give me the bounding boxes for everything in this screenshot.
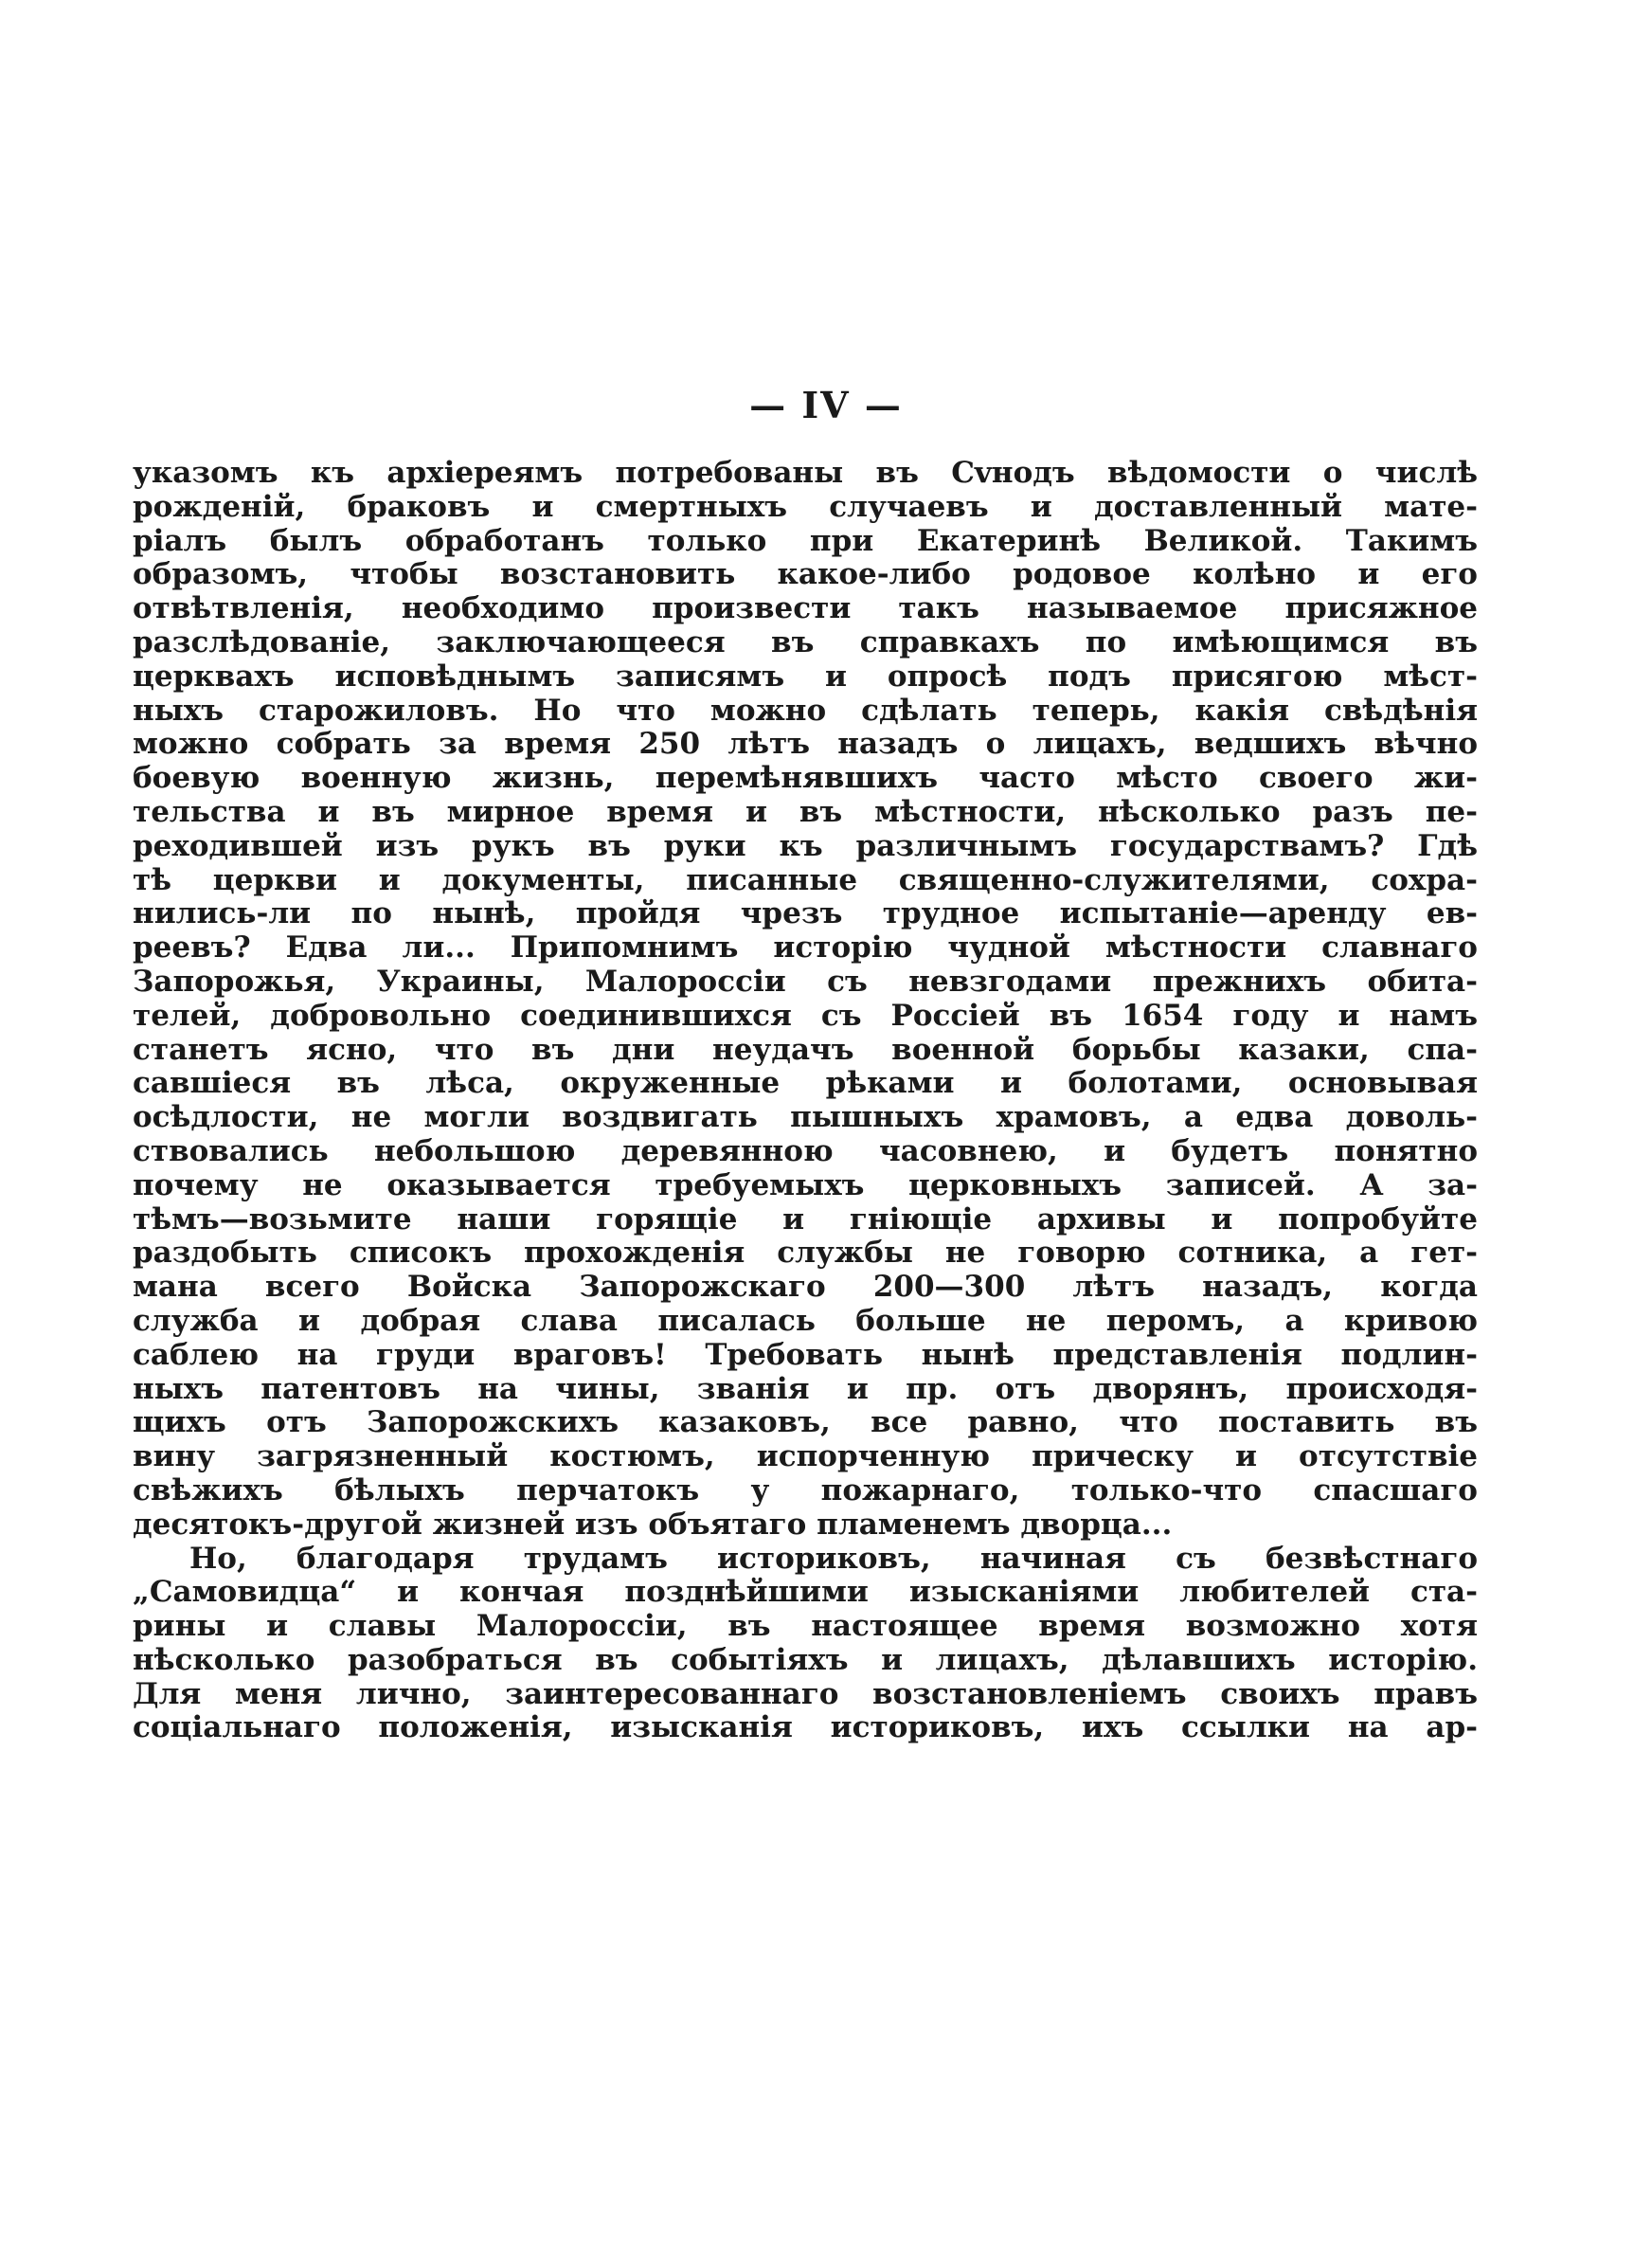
text-line: отвѣтвленія, необходимо произвести такъ называемое присяжное xyxy=(133,591,1478,626)
text-line: тѣ церкви и документы, писанные священно-служителями, сохра- xyxy=(133,862,1478,897)
text-line: реходившей изъ рукъ въ руки къ различнымъ государствамъ? Гдѣ xyxy=(133,828,1478,863)
text-line: ныхъ старожиловъ. Но что можно сдѣлать теперь, какія свѣдѣнія xyxy=(133,693,1478,728)
text-line: свѣжихъ бѣлыхъ перчатокъ у пожарнаго, только-что спасшаго xyxy=(133,1472,1478,1508)
text-line: церквахъ исповѣднымъ записямъ и опросѣ подъ присягою мѣст- xyxy=(133,659,1478,694)
body-text xyxy=(133,457,1478,1745)
paragraph xyxy=(133,1543,1478,1746)
text-line: мана всего Войска Запорожскаго 200—300 лѣтъ назадъ, когда xyxy=(133,1270,1478,1305)
text-line: нѣсколько разобраться въ событіяхъ и лицахъ, дѣлавшихъ исторію. xyxy=(133,1642,1478,1677)
text-line: разслѣдованіе, заключающееся въ справкахъ по имѣющимся въ xyxy=(133,624,1478,659)
text-line: можно собрать за время 250 лѣтъ назадъ о лицахъ, ведшихъ вѣчно xyxy=(133,727,1478,762)
text-line: Но, благодаря трудамъ историковъ, начиная съ безвѣстнаго xyxy=(189,1541,1478,1576)
text-line: реевъ? Едва ли... Припомнимъ исторію чудной мѣстности славнаго xyxy=(133,930,1478,966)
text-line: тельства и въ мирное время и въ мѣстности, нѣсколько разъ пе- xyxy=(133,794,1478,829)
text-line: Запорожья, Украины, Малороссіи съ невзгодами прежнихъ обита- xyxy=(133,964,1478,999)
text-line: почему не оказывается требуемыхъ церковныхъ записей. А за- xyxy=(133,1167,1478,1202)
text-line: телей, добровольно соединившихся съ Россіей въ 1654 году и намъ xyxy=(133,998,1478,1033)
text-line: ствовались небольшою деревянною часовнею, и будетъ понятно xyxy=(133,1133,1478,1168)
text-line: щихъ отъ Запорожскихъ казаковъ, все равно, что поставить въ xyxy=(133,1405,1478,1440)
text-line: „Самовидца“ и кончая позднѣйшими изысканіями любителей ста- xyxy=(133,1575,1478,1610)
text-line: саблею на груди враговъ! Требовать нынѣ представленія подлин- xyxy=(133,1337,1478,1372)
text-line: вину загрязненный костюмъ, испорченную прическу и отсутствіе xyxy=(133,1439,1478,1474)
text-line: нились-ли по нынѣ, пройдя чрезъ трудное испытаніе—аренду ев- xyxy=(133,896,1478,931)
page-number: — IV — xyxy=(749,384,903,426)
text-line: рожденій, браковъ и смертныхъ случаевъ и доставленный мате- xyxy=(133,489,1478,524)
text-line: боевую военную жизнь, перемѣнявшихъ часто мѣсто своего жи- xyxy=(133,761,1478,796)
paragraph xyxy=(133,457,1478,1543)
text-line: соціальнаго положенія, изысканія историковъ, ихъ ссылки на ар- xyxy=(133,1710,1478,1745)
text-line: раздобыть списокъ прохожденія службы не говорю сотника, а гет- xyxy=(133,1236,1478,1271)
text-line: осѣдлости, не могли воздвигать пышныхъ храмовъ, а едва доволь- xyxy=(133,1100,1478,1135)
text-line: станетъ ясно, что въ дни неудачъ военной борьбы казаки, спа- xyxy=(133,1032,1478,1067)
text-line: служба и добрая слава писалась больше не перомъ, а кривою xyxy=(133,1303,1478,1338)
text-line: савшіеся въ лѣса, окруженные рѣками и болотами, основывая xyxy=(133,1066,1478,1101)
text-line: тѣмъ—возьмите наши горящіе и гніющіе архивы и попробуйте xyxy=(133,1201,1478,1237)
text-line: Для меня лично, заинтересованнаго возстановленіемъ своихъ правъ xyxy=(133,1676,1478,1711)
text-line: ныхъ патентовъ на чины, званія и пр. отъ дворянъ, происходя- xyxy=(133,1371,1478,1406)
text-line: образомъ, чтобы возстановить какое-либо родовое колѣно и его xyxy=(133,557,1478,592)
text-line: десятокъ-другой жизней изъ объятаго пламенемъ дворца... xyxy=(133,1507,1173,1542)
text-line: рины и славы Малороссіи, въ настоящее время возможно хотя xyxy=(133,1609,1478,1644)
text-line: указомъ къ архіереямъ потребованы въ Сvнодъ вѣдомости о числѣ xyxy=(133,456,1478,490)
text-line: ріалъ былъ обработанъ только при Екатеринѣ Великой. Такимъ xyxy=(133,523,1478,558)
